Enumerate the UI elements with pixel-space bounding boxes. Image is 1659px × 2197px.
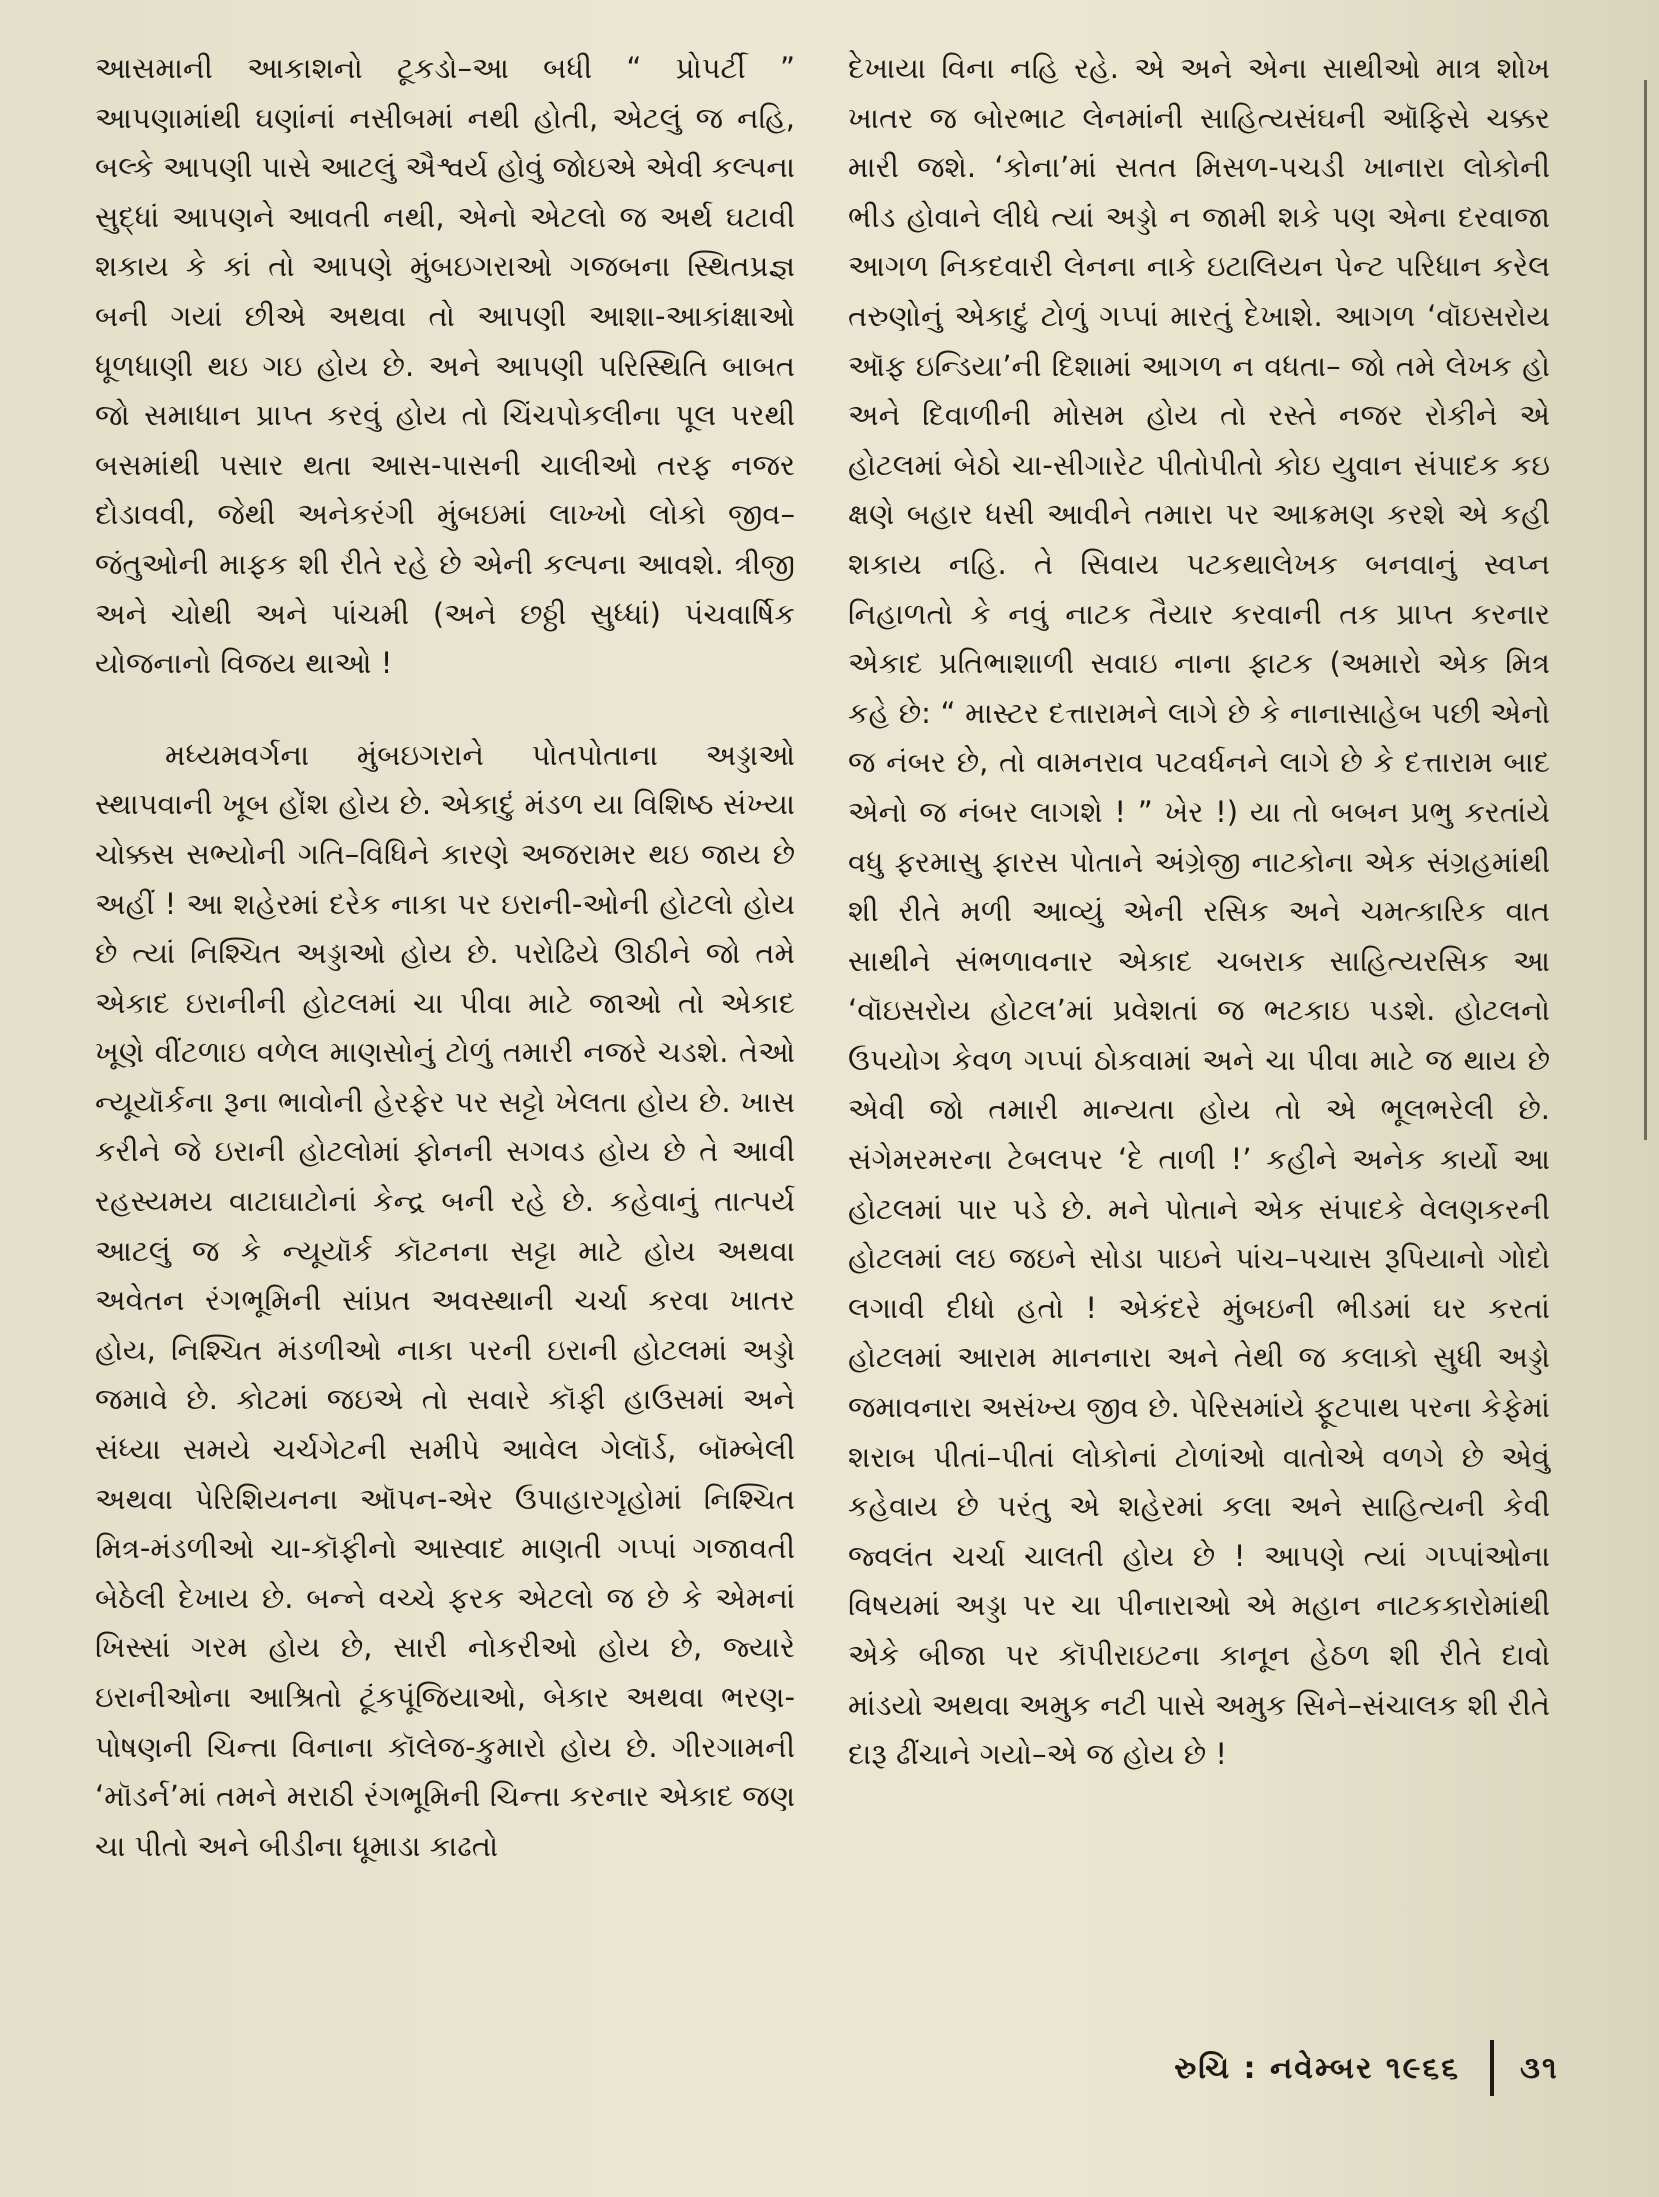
margin-rule: [1644, 80, 1647, 1140]
page-number: ૩૧: [1520, 2050, 1559, 2086]
paragraph-1: આસમાની આકાશનો ટૂકડો–આ બધી “ પ્રોપર્ટી ” આપણામાંથી ઘણાંનાં નસીબમાં નથી હોતી, એટલું જ નહિ, બલ્કે આપણી પાસે આટલું ઐશ્વર્ય હોવું જોઇએ એવી કલ્પના સુદ્ધાં આપણને આવતી નથી, એનો એટલો જ અર્થ ઘટાવી શકાય કે કાં તો આપણે મુંબઇગરાઓ ગજબના સ્થિતપ્રજ્ઞ બની ગયાં છીએ અથવા તો આપણી આશા-આકાંક્ષાઓ ધૂળધાણી થઇ ગઇ હોય છે. અને આપણી પરિસ્થિતિ બાબત જો સમાધાન પ્રાપ્ત કરવું હોય તો ચિંચપોકલીના પૂલ પરથી બસમાંથી પસાર થતા આસ-પાસની ચાલીઓ તરફ નજર દોડાવવી, જેથી અનેકરંગી મુંબઇમાં લાખ્ખો લોકો જીવ–જંતુઓની માફક શી રીતે રહે છે એની કલ્પના આવશે. ત્રીજી અને ચોથી અને પાંચમી (અને છઠ્ઠી સુધ્ધાં) પંચવાર્ષિક યોજનાનો વિજય થાઓ !: [95, 51, 795, 681]
footer-divider: [1490, 2040, 1494, 2096]
left-column: [95, 44, 795, 1871]
right-column: [848, 44, 1550, 1780]
paragraph-3: દેખાયા વિના નહિ રહે. એ અને એના સાથીઓ માત્ર શોખ ખાતર જ બોરભાટ લેનમાંની સાહિત્યસંઘની ઑફિસે ચક્કર મારી જશે. ‘કોના’માં સતત મિસળ-પચડી ખાનારા લોકોની ભીડ હોવાને લીધે ત્યાં અડ્ડો ન જામી શકે પણ એના દરવાજા આગળ નિકદવારી લેનના નાકે ઇટાલિયન પેન્ટ પરિધાન કરેલ તરુણોનું એકાદું ટોળું ગપ્પાં મારતું દેખાશે. આગળ ‘વૉઇસરોય ઑફ ઇન્ડિયા’ની દિશામાં આગળ ન વધતા– જો તમે લેખક હો અને દિવાળીની મોસમ હોય તો રસ્તે નજર રોકીને એ હોટલમાં બેઠો ચા-સીગારેટ પીતોપીતો કોઇ યુવાન સંપાદક કઇ ક્ષણે બહાર ધસી આવીને તમારા પર આક્રમણ કરશે એ કહી શકાય નહિ. તે સિવાય પટકથાલેખક બનવાનું સ્વપ્ન નિહાળતો કે નવું નાટક તૈયાર કરવાની તક પ્રાપ્ત કરનાર એકાદ પ્રતિભાશાળી સવાઇ નાના ફાટક (અમારો એક મિત્ર કહે છે: “ માસ્ટર દત્તારામને લાગે છે કે નાનાસાહેબ પછી એનો જ નંબર છે, તો વામનરાવ પટવર્ધનને લાગે છે કે દત્તારામ બાદ એનો જ નંબર લાગશે ! ” ખેર !) યા તો બબન પ્રભુ કરતાંયે વધુ ફરમાસુ ફારસ પોતાને અંગ્રેજી નાટકોના એક સંગ્રહમાંથી શી રીતે મળી આવ્યું એની રસિક અને ચમત્કારિક વાત સાથીને સંભળાવનાર એકાદ ચબરાક સાહિત્યરસિક આ ‘વૉઇસરોય હોટલ’માં પ્રવેશતાં જ ભટકાઇ પડશે. હોટલનો ઉપયોગ કેવળ ગપ્પાં ઠોકવામાં અને ચા પીવા માટે જ થાય છે એવી જો તમારી માન્યતા હોય તો એ ભૂલભરેલી છે. સંગેમરમરના ટેબલપર ‘દે તાળી !’ કહીને અનેક કાર્યો આ હોટલમાં પાર પડે છે. મને પોતાને એક સંપાદકે વેલણકરની હોટલમાં લઇ જઇને સોડા પાઇને પાંચ–પચાસ રૂપિયાનો ગોદો લગાવી દીધો હતો ! એકંદરે મુંબઇની ભીડમાં ઘર કરતાં હોટલમાં આરામ માનનારા અને તેથી જ કલાકો સુધી અડ્ડો જમાવનારા અસંખ્ય જીવ છે. પેરિસમાંયે ફૂટપાથ પરના કેફેમાં શરાબ પીતાં–પીતાં લોકોનાં ટોળાંઓ વાતોએ વળગે છે એવું કહેવાય છે પરંતુ એ શહેરમાં કલા અને સાહિત્યની કેવી જ્વલંત ચર્ચા ચાલતી હોય છે ! આપણે ત્યાં ગપ્પાંઓના વિષયમાં અડ્ડા પર ચા પીનારાઓ એ મહાન નાટકકારોમાંથી એકે બીજા પર કૉપીરાઇટના કાનૂન હેઠળ શી રીતે દાવો માંડયો અથવા અમુક નટી પાસે અમુક સિને–સંચાલક શી રીતે દારૂ ઢીંચાને ગયો–એ જ હોય છે !: [848, 51, 1550, 1772]
paragraph-2: મધ્યમવર્ગના મુંબઇગરાને પોતપોતાના અડ્ડાઓ સ્થાપવાની ખૂબ હોંશ હોય છે. એકાદું મંડળ યા વિશિષ્ઠ સંખ્યા ચોક્કસ સભ્યોની ગતિ–વિધિને કારણે અજરામર થઇ જાય છે અહીં ! આ શહેરમાં દરેક નાકા પર ઇરાની-ઓની હોટલો હોય છે ત્યાં નિશ્ચિત અડ્ડાઓ હોય છે. પરોઢિયે ઊઠીને જો તમે એકાદ ઇરાનીની હોટલમાં ચા પીવા માટે જાઓ તો એકાદ ખૂણે વીંટળાઇ વળેલ માણસોનું ટોળું તમારી નજરે ચડશે. તેઓ ન્યૂયૉર્કના રૂના ભાવોની હેરફેર પર સટ્ટો ખેલતા હોય છે. ખાસ કરીને જે ઇરાની હોટલોમાં ફોનની સગવડ હોય છે તે આવી રહસ્યમય વાટાઘાટોનાં કેન્દ્ર બની રહે છે. કહેવાનું તાત્પર્ય આટલું જ કે ન્યૂયૉર્ક કૉટનના સટ્ટા માટે હોય અથવા અવેતન રંગભૂમિની સાંપ્રત અવસ્થાની ચર્ચા કરવા ખાતર હોય, નિશ્ચિત મંડળીઓ નાકા પરની ઇરાની હોટલમાં અડ્ડો જમાવે છે. કોટમાં જઇએ તો સવારે કૉફી હાઉસમાં અને સંધ્યા સમયે ચર્ચગેટની સમીપે આવેલ ગેલૉર્ડ, બૉમ્બેલી અથવા પેરિશિયનના ઑપન-એર ઉપાહારગૃહોમાં નિશ્ચિત મિત્ર-મંડળીઓ ચા-કૉફીનો આસ્વાદ માણતી ગપ્પાં ગજાવતી બેઠેલી દેખાય છે. બન્ને વચ્ચે ફરક એટલો જ છે કે એમનાં ખિસ્સાં ગરમ હોય છે, સારી નોકરીઓ હોય છે, જ્યારે ઇરાનીઓના આશ્રિતો ટૂંકપૂંજિયાઓ, બેકાર અથવા ભરણ-પોષણની ચિન્તા વિનાના કૉલેજ-કુમારો હોય છે. ગીરગામની ‘મૉડર્ન’માં તમને મરાઠી રંગભૂમિની ચિન્તા કરનાર એકાદ જણ ચા પીતો અને બીડીના ધૂમાડા કાઢતો: [95, 737, 795, 1863]
page-footer: [1130, 2038, 1560, 2098]
magazine-issue: રુચિ : નવેમ્બર ૧૯૬૬: [1174, 2050, 1460, 2086]
